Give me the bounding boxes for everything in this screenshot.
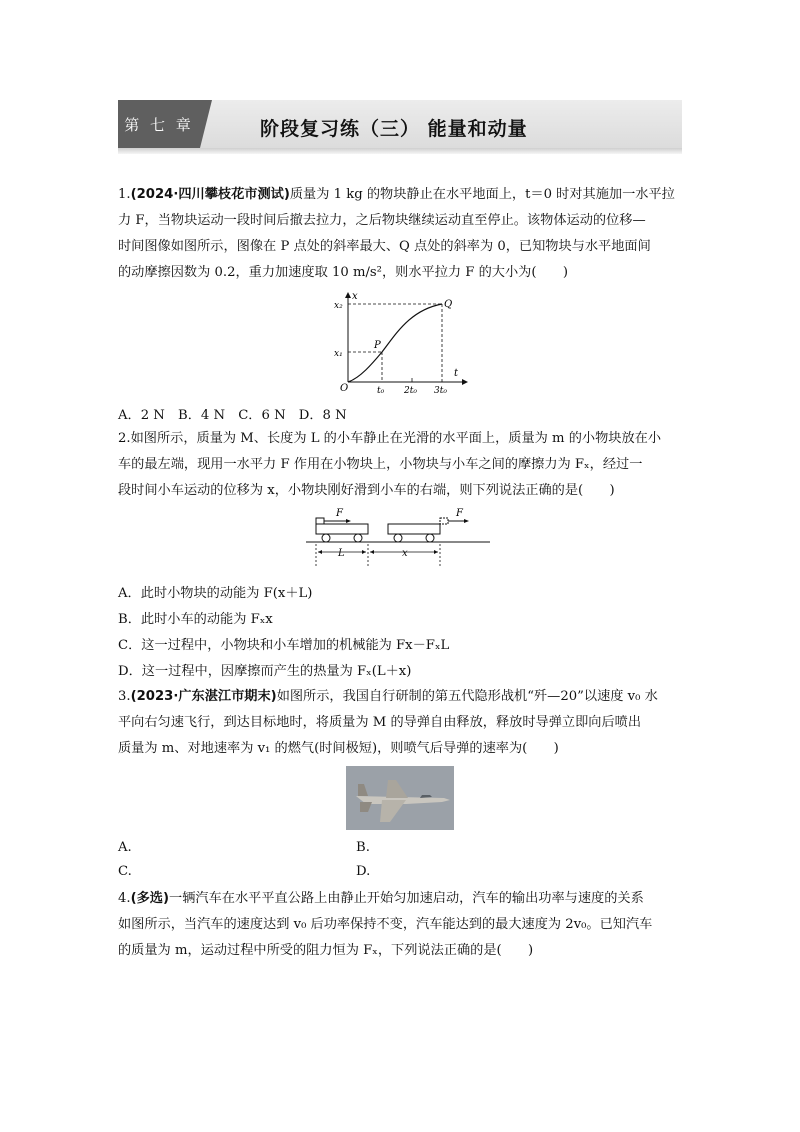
- question-2: [118, 426, 684, 504]
- question-text: 如图所示，我国自行研制的第五代隐形战机“歼—20”以速度 v₀ 水: [276, 689, 658, 704]
- 2t0-label: 2t₀: [404, 386, 417, 396]
- chapter-label: 第 七 章: [124, 115, 194, 134]
- question-number: 4.: [118, 891, 131, 906]
- x-axis-label: t: [454, 368, 459, 379]
- t-axis-arrow-icon: [462, 379, 468, 385]
- chapter-tab: [118, 100, 200, 148]
- question-text: 质量为 1 kg 的物块静止在水平地面上，t＝0 时对其施加一水平拉: [289, 187, 675, 202]
- question-text: 平向右匀速飞行，到达目标地时，将质量为 M 的导弹自由释放，释放时导弹立即向后喷出: [118, 715, 642, 730]
- question-text: 质量为 m、对地速率为 v₁ 的燃气(时间极短)，则喷气后导弹的速率为( ): [118, 741, 559, 756]
- x2-label: x₂: [334, 301, 343, 311]
- arrow-right-icon: [434, 550, 438, 554]
- wheel-icon: [426, 534, 434, 542]
- question-source: (2024·四川攀枝花市测试): [130, 187, 290, 202]
- question-text: 力 F，当物块运动一段时间后撤去拉力，之后物块继续运动直至停止。该物体运动的位移—: [118, 213, 646, 228]
- question-text: 的动摩擦因数为 0.2，重力加速度取 10 m/s²，则水平拉力 F 的大小为( ): [118, 265, 569, 280]
- wheel-icon: [322, 534, 330, 542]
- question-3: [118, 684, 684, 762]
- q3-option-d: D.: [356, 864, 371, 879]
- x1-label: x₁: [334, 349, 343, 359]
- question-text: 段时间小车运动的位移为 x，小物块刚好滑到小车的右端，则下列说法正确的是( ): [118, 483, 615, 498]
- question-1: [118, 182, 684, 286]
- q1-options: A．2 N B．4 N C．6 N D．8 N: [118, 408, 347, 423]
- fighter-jet-photo: [346, 766, 454, 830]
- cart-left: [316, 524, 368, 534]
- t0-label: t₀: [377, 386, 385, 396]
- arrow-left-icon: [370, 550, 374, 554]
- arrow-right-icon: [346, 519, 351, 523]
- x-t-curve: [348, 304, 442, 382]
- question-text: 的质量为 m，运动过程中所受的阻力恒为 Fₓ，下列说法正确的是( ): [118, 943, 534, 958]
- cart-right: [388, 524, 440, 534]
- q3-option-a: A.: [118, 840, 132, 855]
- wheel-icon: [394, 534, 402, 542]
- q2-option-c: C．这一过程中，小物块和小车增加的机械能为 Fx－FₓL: [118, 638, 450, 653]
- question-source: (2023·广东湛江市期末): [130, 689, 277, 704]
- arrow-right-icon: [464, 519, 469, 523]
- block-left: [316, 518, 324, 524]
- block-right: [440, 518, 448, 524]
- jet-icon: [346, 766, 454, 830]
- arrow-right-icon: [362, 550, 366, 554]
- length-label: L: [338, 548, 345, 559]
- q2-option-d: D．这一过程中，因摩擦而产生的热量为 Fₓ(L＋x): [118, 664, 412, 679]
- question-text: 车的最左端，现用一水平力 F 作用在小物块上，小物块与小车之间的摩擦力为 Fₓ，经过一: [118, 457, 643, 472]
- q2-option-b: B．此时小车的动能为 Fₓx: [118, 612, 273, 627]
- force-label-right: F: [456, 508, 463, 519]
- y-axis-label: x: [352, 291, 358, 302]
- 3t0-label: 3t₀: [434, 386, 447, 396]
- q2-option-a: A．此时小物块的动能为 F(x＋L): [118, 586, 313, 601]
- question-4: [118, 886, 684, 964]
- question-text: 2.如图所示，质量为 M、长度为 L 的小车静止在光滑的水平面上，质量为 m 的小物块放在小: [118, 431, 662, 446]
- question-source: (多选): [130, 891, 170, 906]
- point-p-label: P: [374, 340, 381, 351]
- arrow-left-icon: [318, 550, 322, 554]
- question-text: 时间图像如图所示，图像在 P 点处的斜率最大、Q 点处的斜率为 0，已知物块与水平地面间: [118, 239, 651, 254]
- question-number: 1.: [118, 187, 131, 202]
- cart-diagram: [306, 504, 492, 570]
- question-text: 一辆汽车在水平平直公路上由静止开始匀加速启动，汽车的输出功率与速度的关系: [169, 891, 644, 906]
- displacement-label: x: [402, 548, 408, 559]
- origin-label: O: [340, 383, 349, 394]
- force-label-left: F: [336, 508, 343, 519]
- x-axis-arrow-icon: [345, 292, 351, 298]
- point-q-label: Q: [444, 299, 453, 310]
- page-title: 阶段复习练（三） 能量和动量: [260, 118, 528, 140]
- question-text: 如图所示，当汽车的速度达到 v₀ 后功率保持不变，汽车能达到的最大速度为 2v₀。已知汽车: [118, 917, 653, 932]
- q3-option-c: C.: [118, 864, 132, 879]
- question-number: 3.: [118, 689, 131, 704]
- wheel-icon: [354, 534, 362, 542]
- q3-option-b: B.: [356, 840, 370, 855]
- x-t-graph: [330, 290, 470, 400]
